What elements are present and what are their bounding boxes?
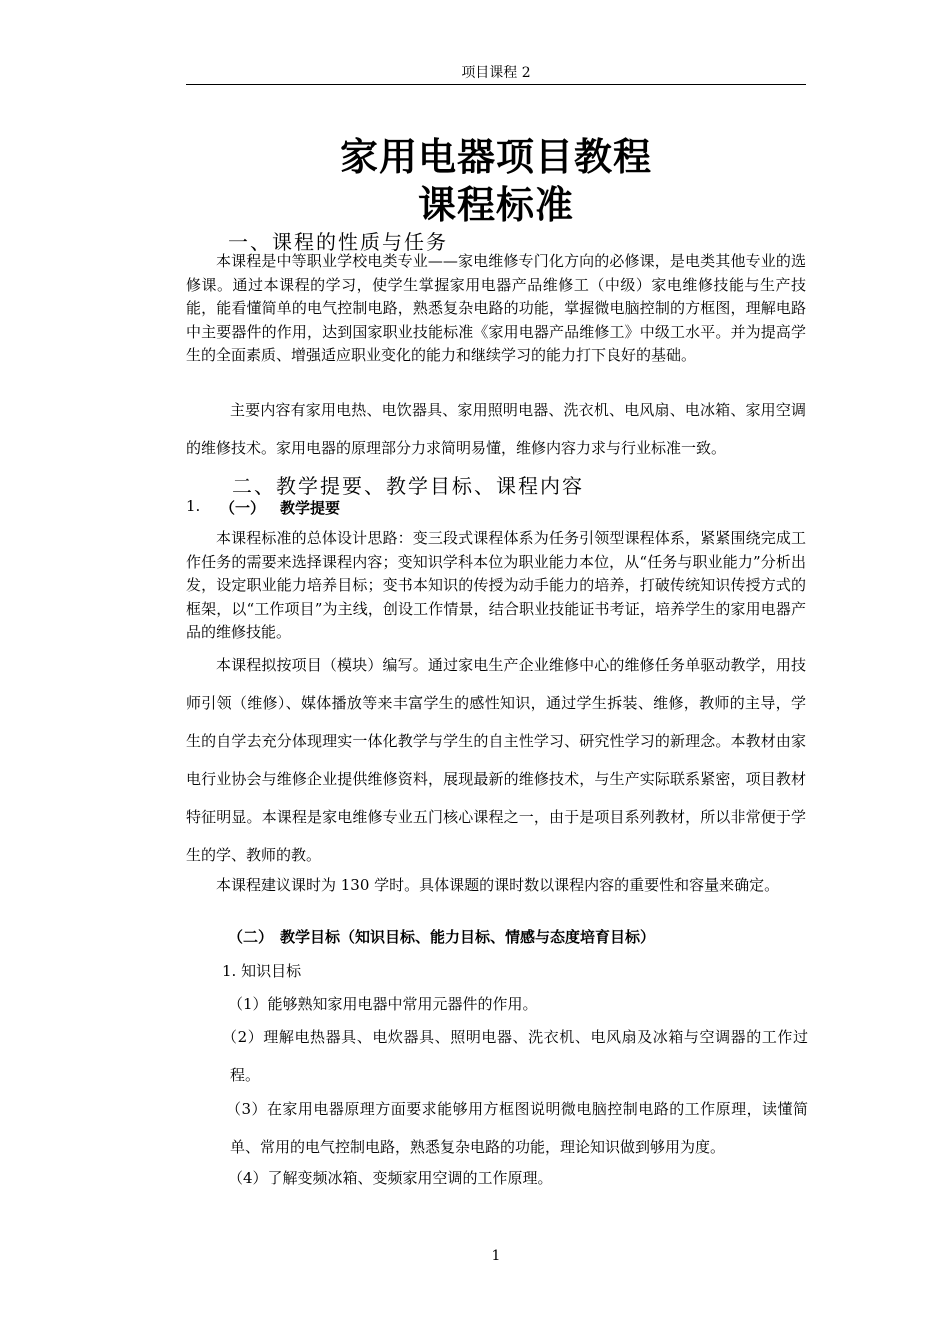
knowledge-goal-item: （1）能够熟知家用电器中常用元器件的作用。 <box>228 995 538 1013</box>
section-1-paragraph-1: 本课程是中等职业学校电类专业——家电维修专门化方向的必修课，是电类其他专业的选修课。通过本课程的学习，使学生掌握家用电器产品维修工（中级）家电维修技能与生产技能，能看懂简单的电气控制电路，熟悉复杂电路的功能，掌握微电脑控制的方框图，理解电路中主要器件的作用，达到国家职业技能标准《家用电器产品维修工》中级工水平。并为提高学生的全面素质、增强适应职业变化的能力和继续学习的能力打下良好的基础。 <box>186 252 806 364</box>
subsection-1-label: （一） <box>220 499 266 517</box>
section-1-paragraph-2: 主要内容有家用电热、电饮器具、家用照明电器、洗衣机、电风扇、电冰箱、家用空调的维修技术。家用电器的原理部分力求简明易懂，维修内容力求与行业标准一致。 <box>186 401 806 457</box>
knowledge-goal-item-text: （3）在家用电器原理方面要求能够用方框图说明微电脑控制电路的工作原理，读懂简单、常用的电气控制电路，熟悉复杂电路的功能，理论知识做到够用为度。 <box>226 1100 808 1156</box>
knowledge-goal-item: （4）了解变频冰箱、变频家用空调的工作原理。 <box>228 1169 553 1187</box>
knowledge-goal-item <box>222 1018 808 1094</box>
knowledge-goals-heading: 1. 知识目标 <box>222 962 302 980</box>
header-divider <box>186 84 806 85</box>
section-2-heading: 二、教学提要、教学目标、课程内容 <box>232 474 584 498</box>
section-1-heading: 一、课程的性质与任务 <box>228 230 448 254</box>
section-2-paragraph-3: 本课程建议课时为 130 学时。具体课题的课时数以课程内容的重要性和容量来确定。 <box>216 876 780 894</box>
subsection-1-title: 教学提要 <box>280 499 341 517</box>
page-number: 1 <box>491 1248 501 1264</box>
subsection-2-label: （二） <box>228 928 274 946</box>
subsection-2-title: 教学目标（知识目标、能力目标、情感与态度培育目标） <box>280 928 656 946</box>
subsection-1-number: 1. <box>186 497 201 515</box>
section-2-paragraph-2: 本课程拟按项目（模块）编写。通过家电生产企业维修中心的维修任务单驱动教学，用技师引领（维修）、媒体播放等来丰富学生的感性知识，通过学生拆装、维修，教师的主导，学生的自学去充分体现理实一体化教学与学生的自主性学习、研究性学习的新理念。本教材由家电行业协会与维修企业提供维修资料，展现最新的维修技术，与生产实际联系紧密，项目教材特征明显。本课程是家电维修专业五门核心课程之一，由于是项目系列教材，所以非常便于学生的学、教师的教。 <box>186 656 806 864</box>
section-2-paragraph-1: 本课程标准的总体设计思路：变三段式课程体系为任务引领型课程体系，紧紧围绕完成工作任务的需要来选择课程内容；变知识学科本位为职业能力本位，从“任务与职业能力”分析出发，设定职业能力培养目标；变书本知识的传授为动手能力的培养，打破传统知识传授方式的框架，以“工作项目”为主线，创设工作情景，结合职业技能证书考证，培养学生的家用电器产品的维修技能。 <box>186 529 806 641</box>
document-subtitle: 课程标准 <box>417 183 574 227</box>
document-title: 家用电器项目教程 <box>339 135 652 179</box>
knowledge-goal-item-text: （2）理解电热器具、电炊器具、照明电器、洗衣机、电风扇及冰箱与空调器的工作过程。 <box>222 1028 808 1084</box>
knowledge-goal-item <box>226 1090 808 1166</box>
page-header: 项目课程 2 <box>461 65 531 81</box>
